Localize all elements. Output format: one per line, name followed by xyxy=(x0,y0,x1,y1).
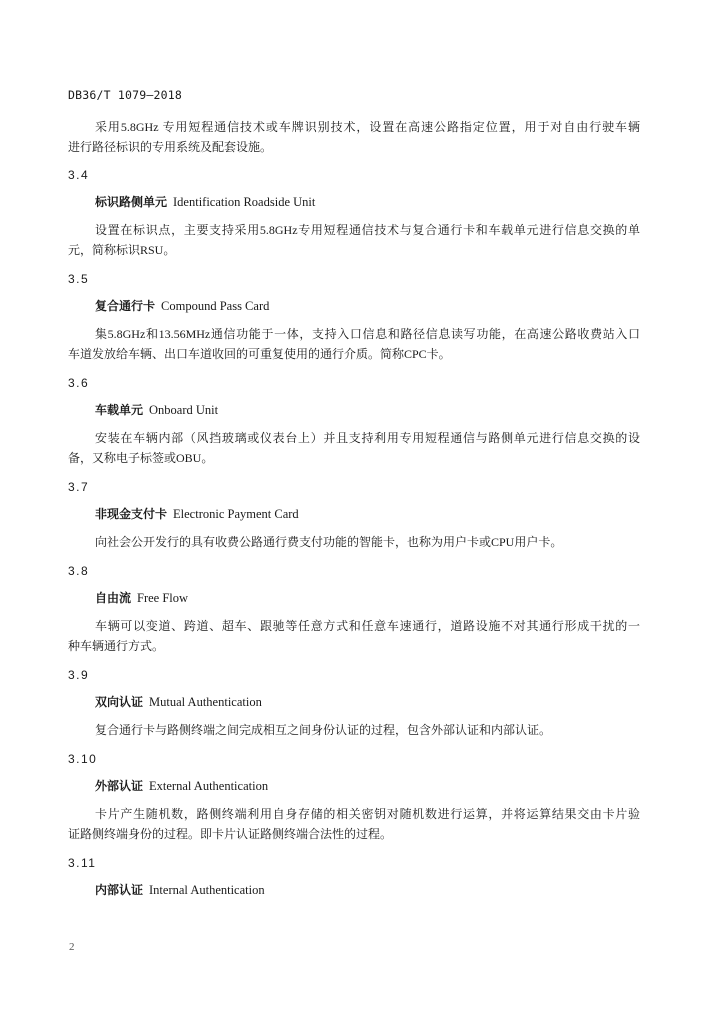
term-name-zh: 标识路侧单元 xyxy=(95,195,168,209)
term-number: 3.9 xyxy=(68,668,90,682)
term-entry xyxy=(68,665,640,740)
term-entry xyxy=(68,165,640,260)
definition-line: 种车辆通行方式。 xyxy=(68,639,165,653)
term-title xyxy=(68,588,640,608)
definition-line: 复合通行卡与路侧终端之间完成相互之间身份认证的过程，包含外部认证和内部认证。 xyxy=(95,723,552,737)
term-name-zh: 自由流 xyxy=(95,591,132,605)
document-code: DB36/T 1079—2018 xyxy=(68,88,182,102)
term-name-zh: 内部认证 xyxy=(95,883,144,897)
page-number: 2 xyxy=(69,941,75,953)
term-name-en: Mutual Authentication xyxy=(149,695,262,709)
term-title xyxy=(68,504,640,524)
term-name-zh: 车载单元 xyxy=(95,403,144,417)
term-name-zh: 双向认证 xyxy=(95,695,144,709)
definition-line: 向社会公开发行的具有收费公路通行费支付功能的智能卡，也称为用户卡或CPU用户卡。 xyxy=(95,535,563,549)
definition-line: 元，简称标识RSU。 xyxy=(68,243,176,257)
term-title xyxy=(68,296,640,316)
term-entry xyxy=(68,853,640,900)
term-number: 3.5 xyxy=(68,272,90,286)
term-name-zh: 非现金支付卡 xyxy=(95,507,168,521)
definition-line: 集5.8GHz和13.56MHz通信功能于一体，支持入口信息和路径信息读写功能，在高速公路收费站入口 xyxy=(95,327,640,341)
term-number: 3.7 xyxy=(68,480,90,494)
term-name-en: Onboard Unit xyxy=(149,403,219,417)
term-title xyxy=(68,400,640,420)
term-name-en: Identification Roadside Unit xyxy=(173,195,316,209)
term-name-en: External Authentication xyxy=(149,779,269,793)
page-content xyxy=(68,85,640,900)
definition-line: 设置在标识点，主要支持采用5.8GHz专用短程通信技术与复合通行卡和车载单元进行信息交换的单 xyxy=(95,223,640,237)
term-number: 3.10 xyxy=(68,752,98,766)
definition-line: 安装在车辆内部（风挡玻璃或仪表台上）并且支持利用专用短程通信与路侧单元进行信息交换的设 xyxy=(95,431,640,445)
term-name-zh: 复合通行卡 xyxy=(95,299,156,313)
definition-line: 备，又称电子标签或OBU。 xyxy=(68,451,214,465)
term-title xyxy=(68,692,640,712)
term-name-en: Internal Authentication xyxy=(149,883,265,897)
definition-line: 车道发放给车辆、出口车道收回的可重复使用的通行介质。简称CPC卡。 xyxy=(68,347,451,361)
term-number: 3.6 xyxy=(68,376,90,390)
term-name-en: Free Flow xyxy=(137,591,189,605)
term-entry xyxy=(68,561,640,656)
term-name-zh: 外部认证 xyxy=(95,779,144,793)
term-number: 3.4 xyxy=(68,168,90,182)
term-number: 3.11 xyxy=(68,856,97,870)
definition-line: 证路侧终端身份的过程。即卡片认证路侧终端合法性的过程。 xyxy=(68,827,393,841)
term-title xyxy=(68,776,640,796)
definition-line: 卡片产生随机数，路侧终端利用自身存储的相关密钥对随机数进行运算，并将运算结果交由卡片验 xyxy=(95,807,640,821)
term-number: 3.8 xyxy=(68,564,90,578)
term-title xyxy=(68,192,640,212)
term-name-en: Electronic Payment Card xyxy=(173,507,299,521)
definition-line: 车辆可以变道、跨道、超车、跟驰等任意方式和任意车速通行，道路设施不对其通行形成干扰的一 xyxy=(95,619,640,633)
term-name-en: Compound Pass Card xyxy=(161,299,270,313)
term-entry xyxy=(68,373,640,468)
term-entry xyxy=(68,477,640,552)
intro-paragraph xyxy=(68,117,640,157)
intro-line: 采用5.8GHz 专用短程通信技术或车牌识别技术，设置在高速公路指定位置，用于对自由行驶车辆 xyxy=(95,120,640,134)
term-title xyxy=(68,880,640,900)
term-entry xyxy=(68,749,640,844)
intro-line: 进行路径标识的专用系统及配套设施。 xyxy=(68,140,273,154)
term-entry xyxy=(68,269,640,364)
